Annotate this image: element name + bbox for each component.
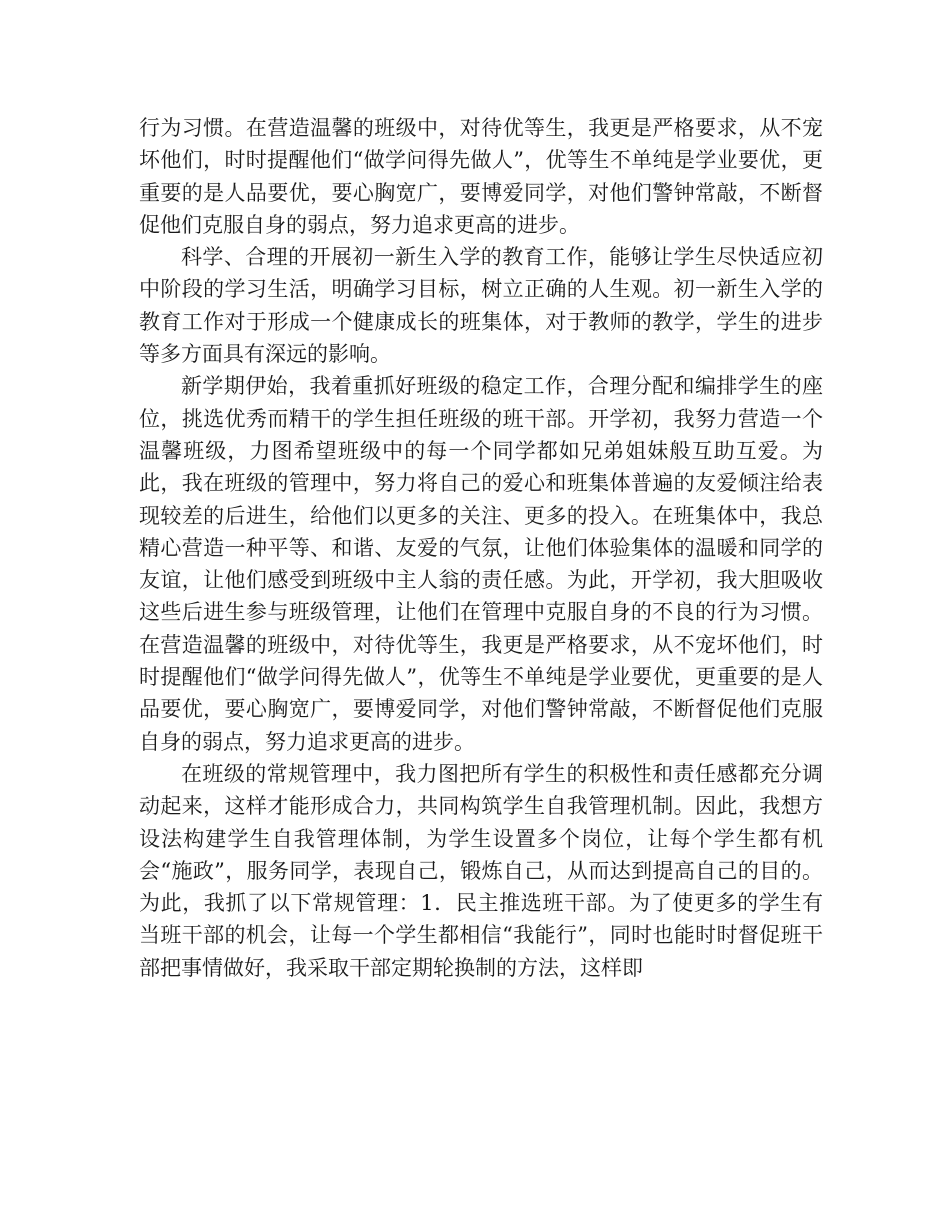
paragraph-1: 行为习惯。在营造温馨的班级中，对待优等生，我更是严格要求，从不宠坏他们，时时提醒他们“做学问得先做人”，优等生不单纯是学业要优，更重要的是人品要优，要心胸宽广，要博爱同学，对他们警钟常敲，不断督促他们克服自身的弱点，努力追求更高的进步。 <box>139 116 823 237</box>
paragraph-4: 在班级的常规管理中，我力图把所有学生的积极性和责任感都充分调动起来，这样才能形成合力，共同构筑学生自我管理机制。因此，我想方设法构建学生自我管理体制，为学生设置多个岗位，让每个学生都有机会“施政”，服务同学，表现自己，锻炼自己，从而达到提高自己的目的。为此，我抓了以下常规管理：1．民主推选班干部。为了使更多的学生有当班干部的机会，让每一个学生都相信“我能行”，同时也能时时督促班干部把事情做好，我采取干部定期轮换制的方法，这样即 <box>139 761 823 980</box>
paragraph-2: 科学、合理的开展初一新生入学的教育工作，能够让学生尽快适应初中阶段的学习生活，明确学习目标，树立正确的人生观。初一新生入学的教育工作对于形成一个健康成长的班集体，对于教师的教学，学生的进步等多方面具有深远的影响。 <box>139 245 823 367</box>
paragraph-3: 新学期伊始，我着重抓好班级的稳定工作，合理分配和编排学生的座位，挑选优秀而精干的学生担任班级的班干部。开学初，我努力营造一个温馨班级，力图希望班级中的每一个同学都如兄弟姐妹般互助互爱。为此，我在班级的管理中，努力将自己的爱心和班集体普遍的友爱倾注给表现较差的后进生，给他们以更多的关注、更多的投入。在班集体中，我总精心营造一种平等、和谐、友爱的气氛，让他们体验集体的温暖和同学的友谊，让他们感受到班级中主人翁的责任感。为此，开学初，我大胆吸收这些后进生参与班级管理，让他们在管理中克服自身的不良的行为习惯。在营造温馨的班级中，对待优等生，我更是严格要求，从不宠坏他们，时时提醒他们“做学问得先做人”，优等生不单纯是学业要优，更重要的是人品要优，要心胸宽广，要博爱同学，对他们警钟常敲，不断督促他们克服自身的弱点，努力追求更高的进步。 <box>139 374 823 754</box>
document-body <box>139 112 823 984</box>
